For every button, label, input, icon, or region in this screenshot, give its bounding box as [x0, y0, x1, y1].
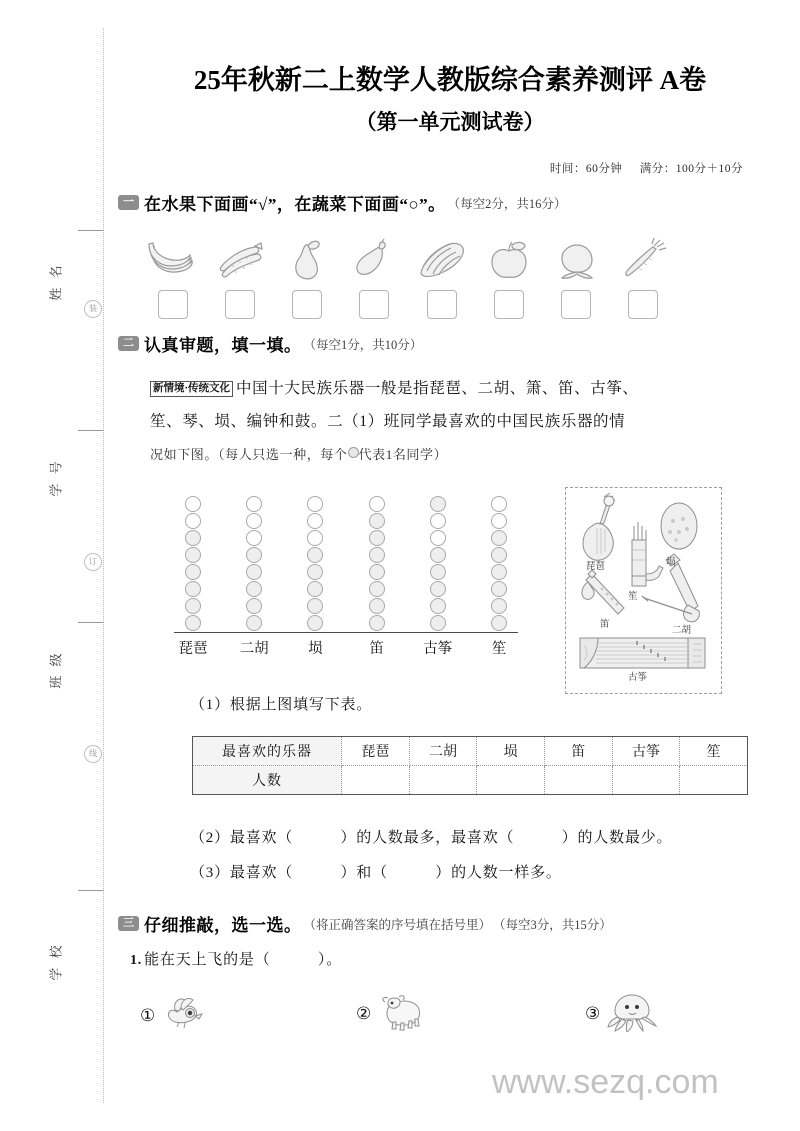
- margin-binding-strip: [0, 0, 112, 1131]
- site-watermark: www.sezq.com: [492, 1063, 719, 1101]
- pictograph-dot: [430, 598, 446, 614]
- pictograph-dot: [307, 496, 323, 512]
- apple-icon: [480, 233, 538, 285]
- table-count-pipa[interactable]: [342, 766, 410, 795]
- context-tag-badge: 新情境·传统文化: [150, 381, 233, 397]
- pictograph-dot: [185, 530, 201, 546]
- margin-rule: [78, 890, 104, 891]
- q1-answer-box-5[interactable]: [427, 290, 457, 319]
- option-mark-3: ③: [585, 1003, 601, 1023]
- q1-answer-box-row: [143, 290, 673, 319]
- page-title: 25年秋新二上数学人教版综合素养测评 A卷: [193, 65, 707, 95]
- instrument-caption-pipa: 琵琶: [586, 562, 606, 572]
- q2-paragraph-line-2: 笙、琴、埙、编钟和鼓。二（1）班同学最喜欢的中国民族乐器的情: [150, 413, 626, 430]
- pictograph-dot: [246, 598, 262, 614]
- pictograph-dot: [369, 496, 385, 512]
- pictograph-dot: [185, 581, 201, 597]
- pictograph-dot: [246, 564, 262, 580]
- margin-marker-zhuang: 装: [84, 300, 102, 318]
- table-count-erhu[interactable]: [409, 766, 477, 795]
- pictograph-dot: [307, 615, 323, 631]
- octopus-icon: [606, 990, 658, 1037]
- pictograph-dot: [307, 513, 323, 529]
- table-header-count: 人数: [193, 766, 342, 795]
- banana-icon: [143, 233, 201, 285]
- q2-sub-3: （3）最喜欢（ ）和（ ）的人数一样多。: [190, 865, 562, 881]
- section-heading-2: [118, 331, 422, 356]
- q3-option-2[interactable]: [356, 988, 427, 1039]
- cabbage-icon: [413, 233, 471, 285]
- pictograph-column-xun: [298, 492, 332, 632]
- pictograph-dot: [491, 598, 507, 614]
- q1-answer-box-6[interactable]: [494, 290, 524, 319]
- margin-rule: [78, 230, 104, 231]
- pictograph-dot: [369, 615, 385, 631]
- q3-option-1[interactable]: [140, 994, 207, 1037]
- margin-marker-xian: 线: [84, 745, 102, 763]
- pictograph-dot: [491, 564, 507, 580]
- exam-meta: [536, 160, 743, 176]
- q3-item-1: [130, 948, 342, 969]
- section-score-1: （每空2分，共16分）: [447, 196, 567, 211]
- table-count-di[interactable]: [544, 766, 612, 795]
- q3-option-row: [140, 988, 700, 1038]
- pictograph-dot: [307, 564, 323, 580]
- q2-sub-1: （1）根据上图填写下表。: [190, 697, 373, 713]
- instrument-caption-sheng: 笙: [628, 592, 638, 602]
- pictograph-dot: [491, 496, 507, 512]
- page-subtitle: （第一单元测试卷）: [355, 110, 545, 134]
- pictograph-dot: [430, 513, 446, 529]
- q2-paragraph-line-1: [150, 372, 740, 405]
- section-title-3: 仔细推敲，选一选。: [144, 916, 302, 935]
- q1-answer-box-1[interactable]: [158, 290, 188, 319]
- instrument-caption-erhu: 二胡: [672, 626, 692, 636]
- pictograph-dot: [185, 496, 201, 512]
- table-cell-sheng: 笙: [680, 737, 748, 766]
- margin-label-school: 学 校: [48, 942, 64, 981]
- pictograph-column-pipa: [176, 492, 210, 632]
- margin-marker-ding: 订: [84, 553, 102, 571]
- pictograph-dot: [185, 547, 201, 563]
- section-marker-2: 二: [118, 336, 139, 351]
- pear-icon: [278, 233, 336, 285]
- instrument-caption-di: 笛: [600, 620, 610, 630]
- pictograph-dot: [369, 564, 385, 580]
- pictograph-dot: [369, 547, 385, 563]
- pictograph-dot: [430, 581, 446, 597]
- pictograph-dot: [246, 496, 262, 512]
- section-hint-3: （将正确答案的序号填在括号里）: [303, 917, 492, 932]
- pictograph-column-sheng: [482, 492, 516, 632]
- cucumber-icon: [210, 233, 268, 285]
- margin-label-name: 姓 名: [48, 262, 64, 301]
- binding-dotted-line: [103, 28, 104, 1103]
- pictograph-dot: [185, 615, 201, 631]
- section-title-2: 认真审题，填一填。: [144, 336, 302, 355]
- section-marker-1: 一: [118, 195, 139, 210]
- pictograph-dot: [430, 496, 446, 512]
- table-cell-pipa: 琵琶: [342, 737, 410, 766]
- q2-sub-2: （2）最喜欢（ ）的人数最多，最喜欢（ ）的人数最少。: [190, 830, 673, 846]
- pictograph-dot: [185, 564, 201, 580]
- pictograph-label-xun: 埙: [308, 641, 323, 657]
- section-heading-1: [118, 190, 566, 215]
- section-title-1: 在水果下面画“√”，在蔬菜下面画“○”。: [144, 195, 446, 214]
- q3-option-3[interactable]: [585, 990, 658, 1037]
- section-score-3: （每空3分，共15分）: [493, 917, 612, 932]
- table-count-sheng[interactable]: [680, 766, 748, 795]
- pictograph-dot: [307, 598, 323, 614]
- section-marker-3: 三: [118, 916, 139, 931]
- q1-answer-box-3[interactable]: [292, 290, 322, 319]
- produce-image-row: [143, 233, 673, 285]
- exam-duration: 时间：60分钟: [549, 163, 623, 175]
- table-row-counts: [193, 766, 748, 795]
- margin-rule: [78, 622, 104, 623]
- pictograph-dot: [491, 547, 507, 563]
- pictograph-label-di: 笛: [369, 641, 384, 657]
- pictograph-dot: [307, 581, 323, 597]
- table-header-instrument: 最喜欢的乐器: [193, 737, 342, 766]
- section-heading-3: [118, 911, 612, 936]
- table-row-header: [193, 737, 748, 766]
- pictograph-dot: [491, 615, 507, 631]
- q2-paragraph-text-1: 中国十大民族乐器一般是指琵琶、二胡、箫、笛、古筝、: [236, 380, 639, 397]
- table-cell-di: 笛: [544, 737, 612, 766]
- table-count-xun[interactable]: [477, 766, 545, 795]
- bird-icon: [161, 994, 207, 1037]
- table-cell-xun: 埙: [477, 737, 545, 766]
- q3-item-1-number: 1.: [130, 953, 143, 968]
- exam-total-score: 满分：100分＋10分: [639, 163, 743, 175]
- pictograph-dot: [246, 547, 262, 563]
- pictograph-dot: [430, 530, 446, 546]
- table-cell-guzheng: 古筝: [612, 737, 680, 766]
- instrument-illustration-box: [565, 487, 722, 694]
- q3-item-1-text: 能在天上飞的是（ ）。: [144, 952, 343, 968]
- instrument-caption-guzheng: 古筝: [628, 673, 648, 683]
- table-count-guzheng[interactable]: [612, 766, 680, 795]
- q2-paragraph-text-3b: 代表1名同学）: [358, 447, 448, 462]
- pictograph-dot: [369, 581, 385, 597]
- pictograph-label-sheng: 笙: [491, 641, 507, 657]
- option-mark-2: ②: [356, 1003, 372, 1023]
- pictograph-label-pipa: 琵琶: [178, 641, 208, 657]
- q1-answer-box-4[interactable]: [359, 290, 389, 319]
- pictograph-column-erhu: [237, 492, 271, 632]
- pictograph-dot: [185, 598, 201, 614]
- pictograph-dot: [430, 547, 446, 563]
- pictograph-dot: [491, 581, 507, 597]
- instrument-count-table: [192, 736, 748, 795]
- pictograph-dot: [246, 615, 262, 631]
- q1-answer-box-2[interactable]: [225, 290, 255, 319]
- sheep-icon: [377, 988, 427, 1039]
- instrument-pictograph: [176, 492, 516, 657]
- table-cell-erhu: 二胡: [409, 737, 477, 766]
- pictograph-dot: [307, 547, 323, 563]
- q1-answer-box-8[interactable]: [628, 290, 658, 319]
- pictograph-column-guzheng: [421, 492, 455, 632]
- pictograph-column-di: [360, 492, 394, 632]
- carrot-icon: [615, 233, 673, 285]
- section-score-2: （每空1分，共10分）: [303, 337, 423, 352]
- q2-paragraph-text-3a: 况如下图。（每人只选一种，每个: [150, 447, 348, 462]
- pictograph-category-labels: [176, 637, 516, 658]
- q2-paragraph-line-3: [150, 438, 740, 471]
- pictograph-dot: [369, 513, 385, 529]
- option-mark-1: ①: [140, 1005, 156, 1025]
- pictograph-dot: [246, 513, 262, 529]
- instrument-caption-xun: 埙: [666, 558, 676, 568]
- pictograph-dot: [369, 598, 385, 614]
- pictograph-label-erhu: 二胡: [239, 641, 269, 657]
- pictograph-dot: [246, 530, 262, 546]
- margin-label-student-id: 学 号: [48, 458, 64, 497]
- pictograph-dot: [491, 530, 507, 546]
- circle-legend-icon: [348, 447, 359, 458]
- pictograph-dot: [246, 581, 262, 597]
- pictograph-dot: [185, 513, 201, 529]
- margin-rule: [78, 430, 104, 431]
- q1-answer-box-7[interactable]: [561, 290, 591, 319]
- margin-label-class: 班 级: [48, 650, 64, 689]
- pictograph-columns: [176, 492, 516, 632]
- pictograph-dot: [430, 564, 446, 580]
- eggplant-icon: [345, 233, 403, 285]
- pictograph-label-guzheng: 古筝: [423, 641, 453, 657]
- instrument-drawings: [566, 488, 719, 691]
- pictograph-dot: [307, 530, 323, 546]
- pictograph-baseline: [174, 632, 518, 633]
- pictograph-dot: [430, 615, 446, 631]
- pictograph-dot: [369, 530, 385, 546]
- peach-icon: [548, 233, 606, 285]
- pictograph-dot: [491, 513, 507, 529]
